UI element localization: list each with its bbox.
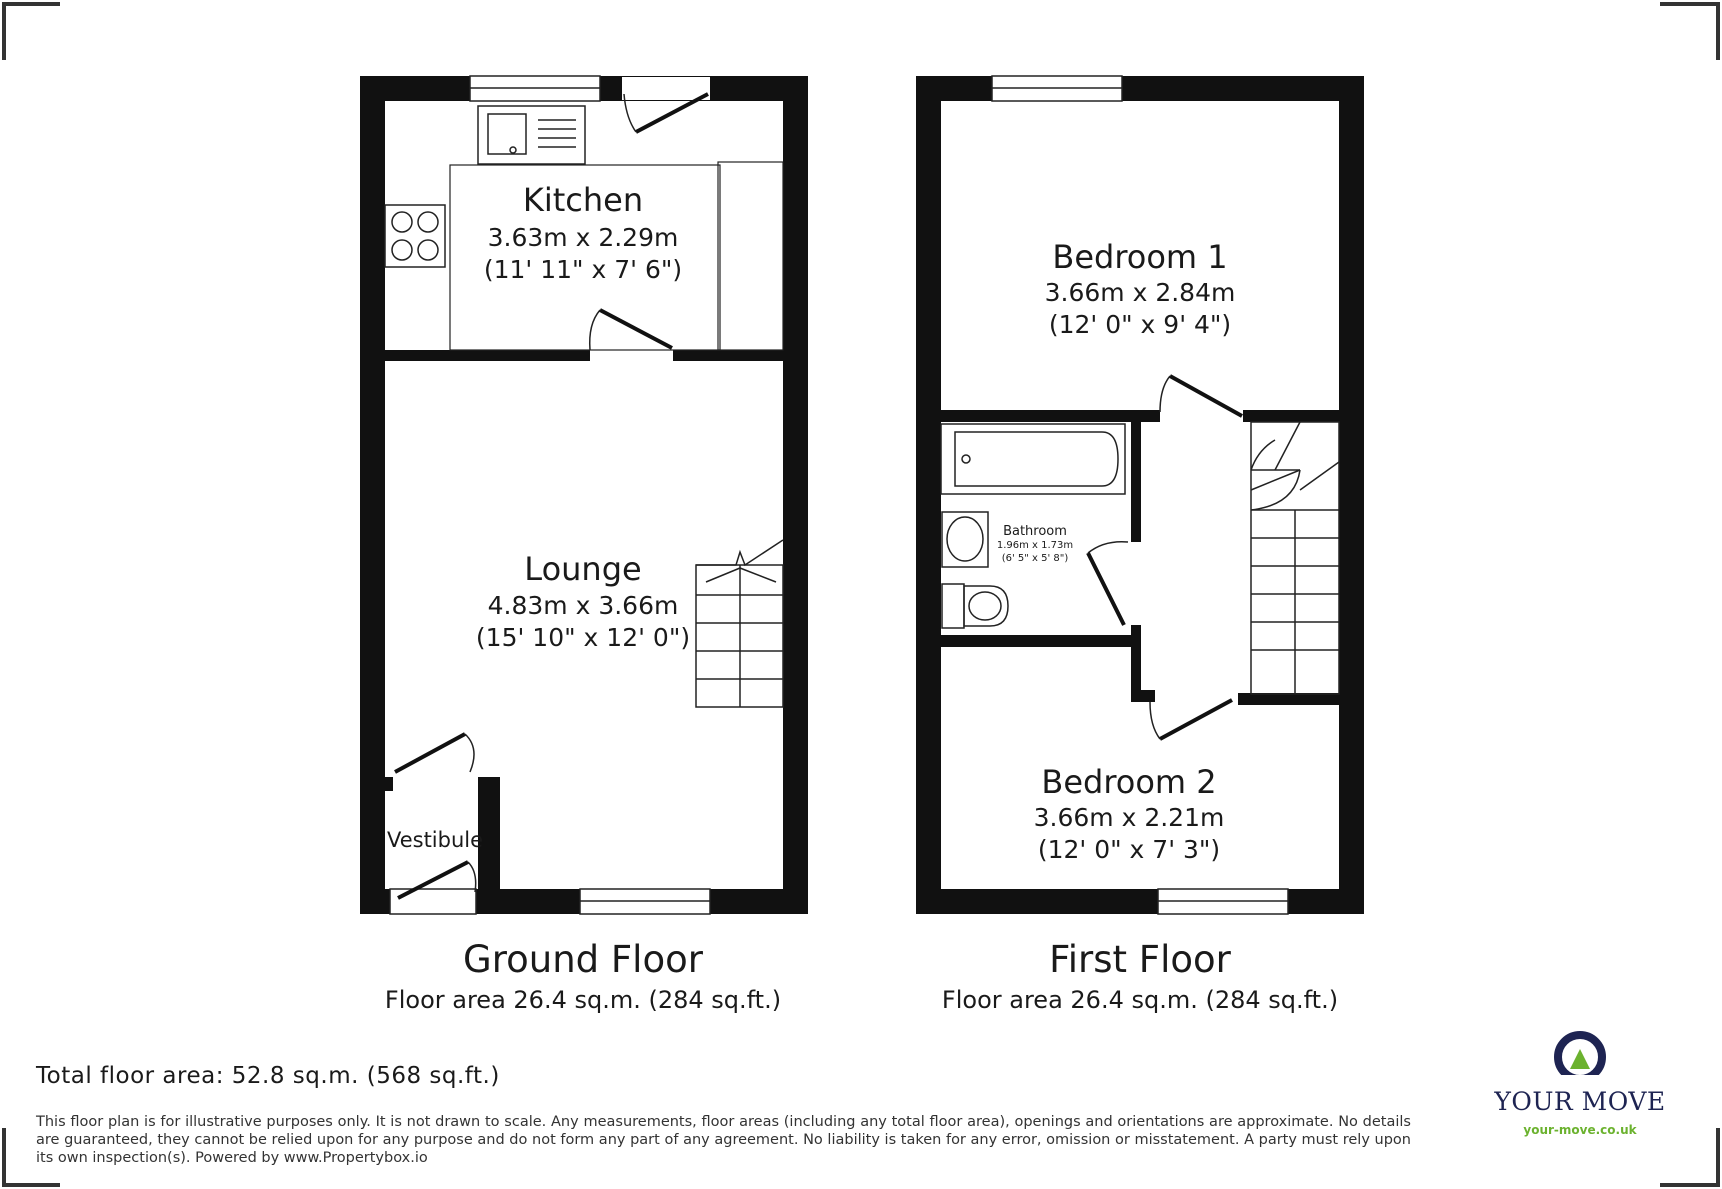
bedroom-1-metric: 3.66m x 2.84m <box>1044 278 1236 307</box>
bedroom-2-imperial: (12' 0" x 7' 3") <box>1037 835 1221 864</box>
total-floor-area: Total floor area: 52.8 sq.m. (568 sq.ft.) <box>36 1063 500 1089</box>
disclaimer-text: This floor plan is for illustrative purposes only. It is not drawn to scale. Any measurements, floor areas (including any total floor area), openings and orientations are approximate. No details are guaranteed, they cannot be relied upon for any purpose and do not form any part of any agreement. No liability is taken for any error, omission or misstatement. A party must rely upon its own inspection(s). Powered by www.Propertybox.io <box>36 1114 1411 1166</box>
bedroom-2-metric: 3.66m x 2.21m <box>1033 803 1225 832</box>
bedroom-2-name: Bedroom 2 <box>1041 763 1217 801</box>
lounge-imperial: (15' 10" x 12' 0") <box>475 623 691 652</box>
brand-url[interactable]: your-move.co.uk <box>1523 1123 1637 1137</box>
first-floor-title: First Floor <box>1049 938 1231 981</box>
first-floor-door-arcs <box>1088 376 1170 739</box>
kitchen-metric: 3.63m x 2.29m <box>487 223 679 252</box>
location-pin-icon <box>1480 1025 1680 1087</box>
crop-marks <box>4 4 1718 1185</box>
brand-name: YOUR MOVE <box>1494 1087 1666 1116</box>
bathroom-metric: 1.96m x 1.73m <box>996 540 1074 551</box>
first-floor-doors <box>1088 376 1242 739</box>
your-move-logo[interactable] <box>1480 1025 1680 1165</box>
bathroom-imperial: (6' 5" x 5' 8") <box>1001 553 1069 564</box>
first-floor-area: Floor area 26.4 sq.m. (284 sq.ft.) <box>941 986 1339 1014</box>
ground-floor-title: Ground Floor <box>463 938 703 981</box>
lounge-metric: 4.83m x 3.66m <box>487 591 679 620</box>
ground-floor-stairs <box>696 540 783 707</box>
bedroom-1-name: Bedroom 1 <box>1052 238 1228 276</box>
bedroom-1-imperial: (12' 0" x 9' 4") <box>1048 310 1232 339</box>
vestibule-name: Vestibule <box>386 828 484 852</box>
lounge-name: Lounge <box>524 550 642 588</box>
kitchen-imperial: (11' 11" x 7' 6") <box>483 255 683 284</box>
kitchen-name: Kitchen <box>522 181 644 219</box>
first-floor-stairs <box>1251 422 1339 694</box>
bathroom-name: Bathroom <box>1003 524 1067 539</box>
ground-floor-area: Floor area 26.4 sq.m. (284 sq.ft.) <box>384 986 782 1014</box>
